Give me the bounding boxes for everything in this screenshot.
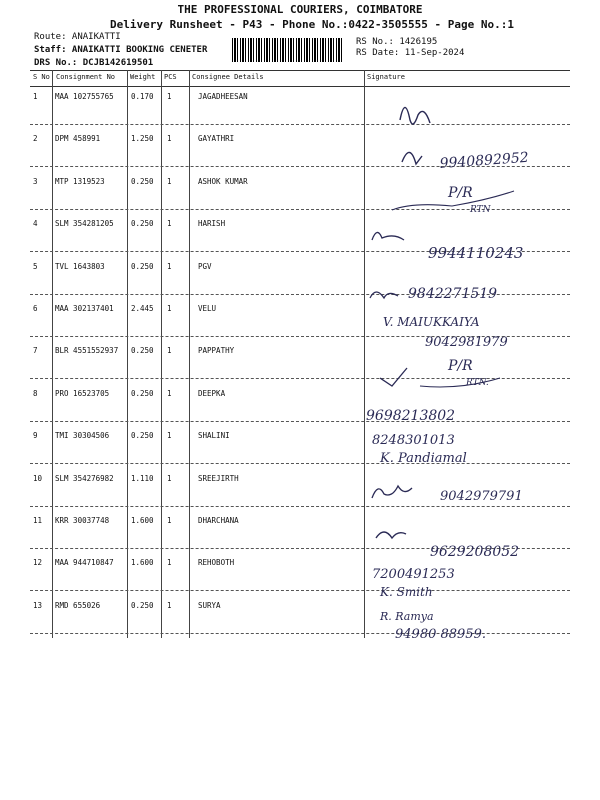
- signature-row-1: [400, 108, 430, 125]
- row-consignment-no: TVL 1643803: [55, 261, 105, 271]
- row-consignment-no: KRR 30037748: [55, 516, 110, 525]
- row-sno: 9: [33, 431, 38, 441]
- company-title: THE PROFESSIONAL COURIERS, COIMBATORE: [177, 3, 423, 16]
- pr-mark-row-3: P/R: [448, 185, 473, 201]
- row-consignee-name: SURYA: [198, 600, 221, 610]
- signature-row-12: [372, 567, 455, 599]
- row-consignee-name: HARISH: [198, 219, 226, 229]
- row-pcs: 1: [167, 600, 172, 610]
- staff-label: Staff: ANAIKATTI BOOKING CENETER: [34, 45, 208, 55]
- col-header-sno: S No: [33, 73, 50, 81]
- row-pcs: 1: [167, 176, 172, 186]
- col-divider: [161, 70, 162, 638]
- table-header-rule: [30, 86, 570, 87]
- row-weight: 0.170: [131, 92, 154, 101]
- row-weight: 0.250: [131, 388, 154, 398]
- row-separator: [30, 336, 570, 337]
- row-consignee-name: ASHOK KUMAR: [198, 176, 248, 186]
- row-weight: 0.250: [131, 176, 154, 186]
- row-consignment-no: MTP 1319523: [55, 176, 105, 186]
- rtn-mark-row-3: RTN: [470, 205, 491, 215]
- row-pcs: 1: [167, 304, 172, 313]
- row-consignment-no: SLM 354281205: [55, 219, 114, 229]
- phone-row-4: 9944110243: [428, 244, 524, 262]
- row-consignment-no: MAA 302137401: [55, 304, 114, 313]
- row-consignee-name: VELU: [198, 304, 217, 313]
- row-consignment-no: RMD 655026: [55, 600, 101, 610]
- row-pcs: 1: [167, 431, 172, 441]
- row-separator: [30, 124, 570, 125]
- row-consignee-name: SREEJIRTH: [198, 473, 239, 483]
- row-sno: 11: [33, 516, 43, 525]
- row-consignment-no: PRO 16523705: [55, 388, 110, 398]
- row-sno: 8: [33, 388, 38, 398]
- name-row-6: V. MAIUKKAIYA: [383, 315, 480, 329]
- row-separator: [30, 294, 570, 295]
- phone-row-6: 9842271519: [408, 286, 498, 302]
- col-header-signature: Signature: [367, 73, 405, 81]
- row-weight: 2.445: [131, 304, 154, 313]
- row-sno: 10: [33, 473, 43, 483]
- row-consignment-no: BLR 4551552937: [55, 346, 119, 356]
- row-sno: 12: [33, 558, 43, 568]
- phone-row-11: 9629208052: [430, 544, 520, 560]
- phone-row-8: 9698213802: [366, 408, 456, 424]
- row-weight: 0.250: [131, 600, 154, 610]
- row-sno: 13: [33, 600, 43, 610]
- name-row-9: K. Pandiamal: [380, 451, 467, 466]
- row-sno: 5: [33, 261, 38, 271]
- row-consignee-name: JAGADHEESAN: [198, 92, 248, 101]
- row-consignee-name: GAYATHRI: [198, 134, 235, 144]
- row-weight: 0.250: [131, 219, 154, 229]
- row-sno: 1: [33, 92, 38, 101]
- row-weight: 0.250: [131, 431, 154, 441]
- row-consignee-name: PGV: [198, 261, 212, 271]
- row-pcs: 1: [167, 473, 172, 483]
- signature-row-9: [372, 433, 467, 466]
- rtn-mark-row-7: RTN.: [466, 378, 489, 388]
- row-sno: 2: [33, 134, 38, 144]
- signature-row-10: [372, 486, 523, 504]
- runsheet-title: Delivery Runsheet - P43 - Phone No.:0422-3505555 - Page No.:1: [110, 18, 514, 31]
- phone-row-12: 7200491253: [372, 567, 455, 582]
- row-separator: [30, 548, 570, 549]
- row-sno: 6: [33, 304, 38, 313]
- row-weight: 1.600: [131, 558, 154, 568]
- row-pcs: 1: [167, 92, 172, 101]
- row-weight: 1.110: [131, 473, 154, 483]
- col-header-consignment: Consignment No: [56, 73, 116, 81]
- row-sno: 3: [33, 176, 38, 186]
- phone-row-10: 9042979791: [440, 489, 523, 504]
- signature-row-6: [370, 286, 508, 350]
- row-weight: 0.250: [131, 346, 154, 356]
- pr-mark-row-7: P/R: [448, 358, 473, 374]
- row-pcs: 1: [167, 261, 172, 271]
- phone-row-13: 94980 88959.: [395, 627, 486, 642]
- phone-row-2: 9940892952: [439, 149, 530, 172]
- signature-row-4: [372, 232, 523, 262]
- signature-row-13: [379, 610, 486, 642]
- rs-number: RS No.: 1426195: [356, 37, 438, 47]
- row-pcs: 1: [167, 219, 172, 229]
- row-consignment-no: MAA 102755765: [55, 92, 114, 101]
- row-consignment-no: TMI 30304506: [55, 431, 110, 441]
- phone-row-6b: 9042981979: [425, 335, 508, 350]
- row-consignee-name: DEEPKA: [198, 388, 226, 398]
- signature-row-7: [380, 358, 500, 388]
- row-separator: [30, 421, 570, 422]
- row-consignee-name: PAPPATHY: [198, 346, 235, 356]
- row-separator: [30, 590, 570, 591]
- row-pcs: 1: [167, 346, 172, 356]
- row-sno: 4: [33, 219, 38, 229]
- col-divider: [127, 70, 128, 638]
- signature-row-3: [392, 185, 514, 215]
- phone-row-9: 8248301013: [372, 433, 455, 448]
- signature-row-2: [402, 150, 529, 172]
- row-separator: [30, 378, 570, 379]
- row-consignment-no: DPM 458991: [55, 134, 101, 144]
- row-weight: 1.600: [131, 516, 154, 525]
- row-pcs: 1: [167, 134, 172, 144]
- barcode: [232, 38, 344, 62]
- row-separator: [30, 633, 570, 634]
- row-separator: [30, 251, 570, 252]
- row-consignment-no: MAA 944710847: [55, 558, 114, 568]
- col-header-pcs: PCS: [164, 73, 177, 81]
- row-consignment-no: SLM 354276982: [55, 473, 114, 483]
- name-row-12: K. Smith: [380, 585, 433, 599]
- rs-date: RS Date: 11-Sep-2024: [356, 48, 465, 58]
- row-consignee-name: REHOBOTH: [198, 558, 235, 568]
- col-header-weight: Weight: [130, 73, 156, 81]
- col-divider: [364, 70, 365, 638]
- row-weight: 0.250: [131, 261, 154, 271]
- row-weight: 1.250: [131, 134, 154, 144]
- col-divider: [189, 70, 190, 638]
- route-label: Route: ANAIKATTI: [34, 32, 121, 42]
- col-divider: [52, 70, 53, 638]
- row-consignee-name: DHARCHANA: [198, 516, 239, 525]
- name-row-13: R. Ramya: [380, 610, 434, 623]
- row-pcs: 1: [167, 558, 172, 568]
- table-top-rule: [30, 70, 570, 71]
- row-consignee-name: SHALINI: [198, 431, 230, 441]
- row-separator: [30, 506, 570, 507]
- row-separator: [30, 209, 570, 210]
- row-separator: [30, 166, 570, 167]
- row-pcs: 1: [167, 516, 172, 525]
- row-separator: [30, 463, 570, 464]
- row-sno: 7: [33, 346, 38, 356]
- drs-number: DRS No.: DCJB142619501: [34, 58, 154, 68]
- row-pcs: 1: [167, 388, 172, 398]
- signature-row-11: [376, 532, 519, 560]
- col-header-consignee: Consignee Details: [192, 73, 264, 81]
